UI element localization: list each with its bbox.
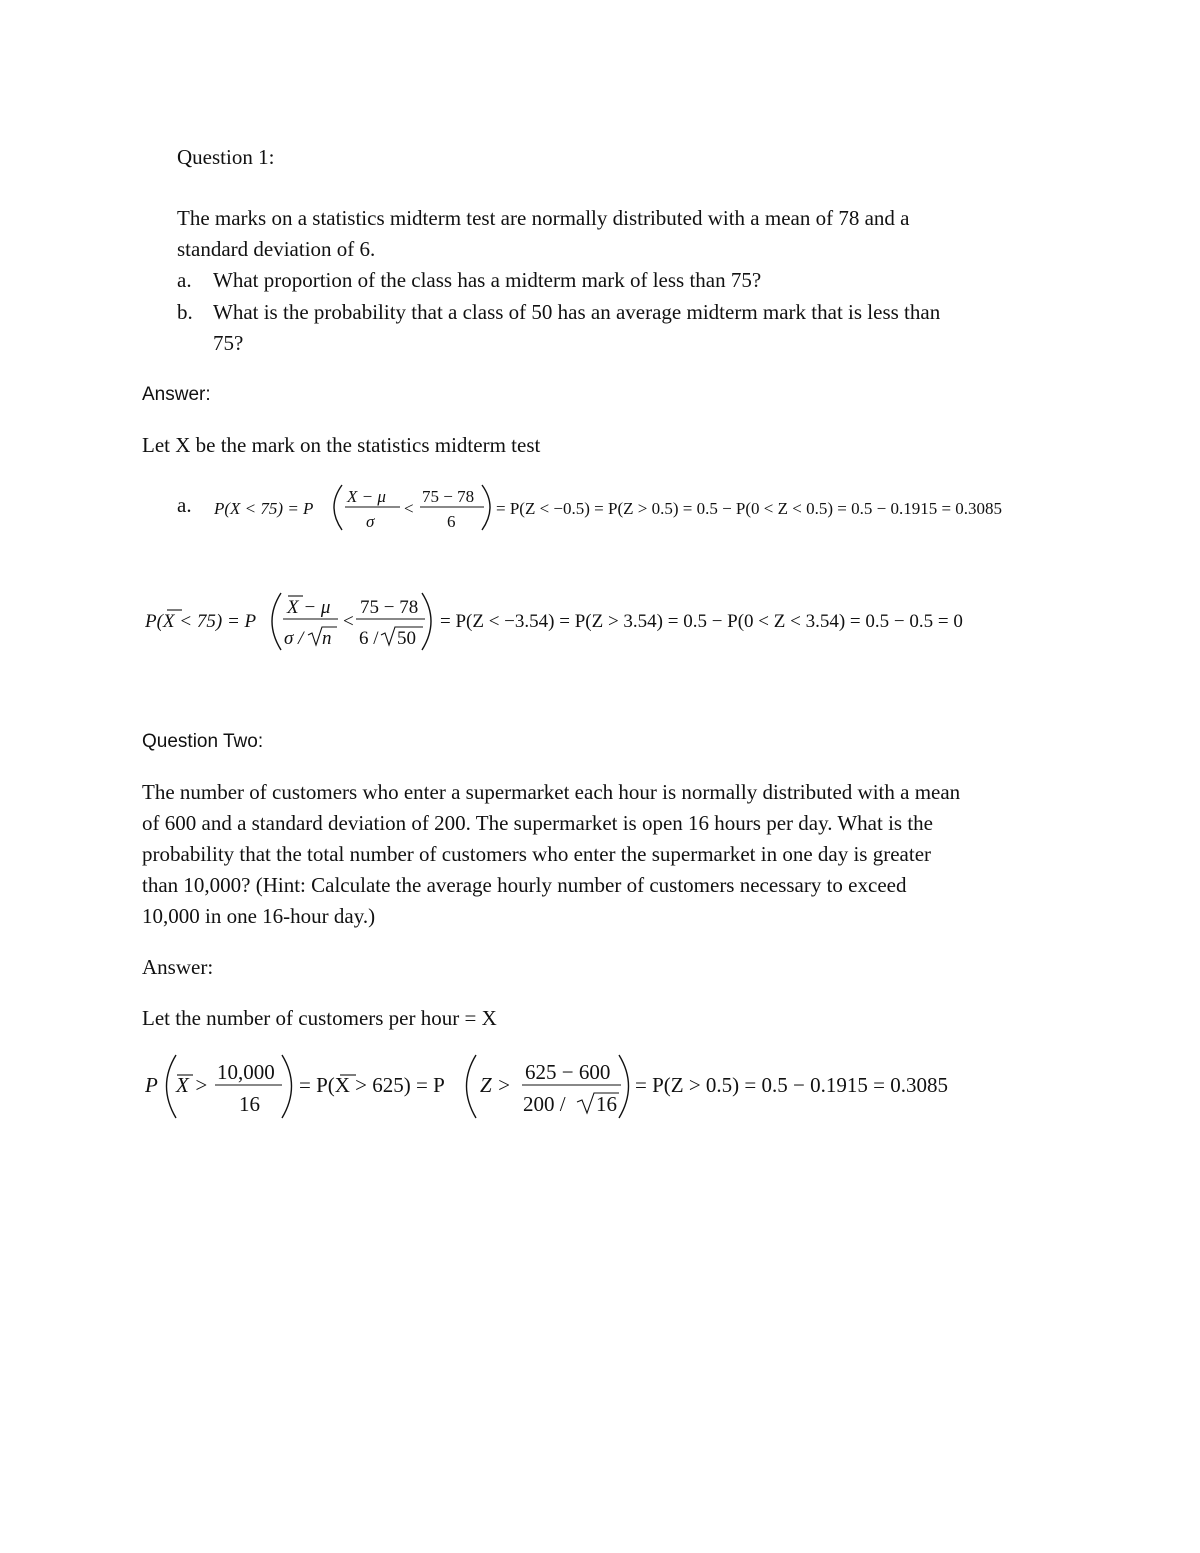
eq-a-rhs: = P(Z < −0.5) = P(Z > 0.5) = 0.5 − P(0 < Z < 0.5) = 0.5 − 0.1915 = 0.3085	[496, 499, 1003, 518]
question-2-prompt-line-3: probability that the total number of customers who enter the supermarket in one day is greater	[142, 842, 932, 866]
eq-b-frac1-den-a: σ /	[284, 628, 304, 649]
eq-q2-left-paren-2	[467, 1055, 477, 1118]
eq-b-frac1-num: X − μ	[287, 597, 331, 618]
eq-q2-frac2-den-a: 200 /	[523, 1092, 566, 1116]
equation-question-2	[145, 1050, 1045, 1130]
eq-b-frac1-den-b: n	[322, 628, 332, 649]
question-1-answer-label: Answer:	[142, 384, 211, 405]
eq-q2-mid: = P(X > 625) = P	[299, 1073, 445, 1097]
question-1-item-a: What proportion of the class has a midterm mark of less than 75?	[213, 268, 762, 292]
question-1-prompt-line-1: The marks on a statistics midterm test are normally distributed with a mean of 78 and a	[177, 206, 910, 230]
eq-a-frac1-num: X − μ	[347, 487, 386, 506]
question-2-prompt-line-4: than 10,000? (Hint: Calculate the average hourly number of customers necessary to exceed	[142, 873, 907, 897]
eq-q2-left-paren-1	[167, 1055, 177, 1118]
question-1-item-b-line-2: 75?	[213, 331, 244, 355]
eq-q2-frac2-num: 625 − 600	[525, 1060, 611, 1084]
eq-a-less-than: <	[404, 499, 414, 518]
eq-q2-p1: P	[145, 1073, 158, 1097]
eq-q2-frac2-den-b: 16	[596, 1092, 617, 1116]
question-1-item-b-line-1: What is the probability that a class of 50 has an average midterm mark that is less than	[213, 300, 941, 324]
equation-part-b	[145, 588, 1045, 663]
question-2-prompt-line-5: 10,000 in one 16-hour day.)	[142, 904, 376, 928]
question-1-heading: Question 1:	[177, 145, 275, 169]
eq-a-frac2-den: 6	[447, 512, 456, 531]
eq-q2-rhs: = P(Z > 0.5) = 0.5 − 0.1915 = 0.3085	[635, 1073, 948, 1097]
eq-b-rhs: = P(Z < −3.54) = P(Z > 3.54) = 0.5 − P(0 < Z < 3.54) = 0.5 − 0.5 = 0	[440, 611, 963, 632]
question-2-prompt-line-1: The number of customers who enter a supermarket each hour is normally distributed with a mean	[142, 780, 961, 804]
list-marker-b: b.	[177, 300, 193, 324]
eq-b-less-than: <	[343, 611, 354, 632]
eq-q2-xbar-gt: X >	[176, 1073, 209, 1097]
question-2-let-statement: Let the number of customers per hour = X	[142, 1006, 497, 1030]
eq-q2-z-gt: Z >	[480, 1073, 512, 1097]
eq-b-frac2-num: 75 − 78	[360, 597, 419, 618]
eq-q2-frac1-den: 16	[239, 1092, 260, 1116]
eq-a-lhs: P(X < 75) = P	[214, 499, 314, 518]
eq-b-left-paren	[272, 593, 281, 650]
eq-q2-right-paren-1	[282, 1055, 292, 1118]
eq-b-right-paren	[422, 593, 431, 650]
eq-b-lhs: P(X < 75) = P	[145, 611, 257, 632]
list-marker-a: a.	[177, 268, 192, 292]
question-2-answer-label: Answer:	[142, 955, 214, 979]
eq-b-frac2-den-a: 6 /	[359, 628, 379, 649]
eq-a-left-paren	[334, 485, 342, 530]
equation-part-a	[214, 478, 1114, 543]
eq-a-frac2-num: 75 − 78	[422, 487, 475, 506]
eq-q2-right-paren-2	[619, 1055, 629, 1118]
question-1-let-statement: Let X be the mark on the statistics midterm test	[142, 433, 541, 457]
answer-part-a-marker: a.	[177, 493, 192, 517]
eq-b-frac2-den-b: 50	[397, 628, 416, 649]
question-2-prompt-line-2: of 600 and a standard deviation of 200. The supermarket is open 16 hours per day. What is the	[142, 811, 933, 835]
question-2-heading: Question Two:	[142, 731, 264, 752]
eq-a-frac1-den: σ	[366, 512, 375, 531]
question-1-prompt-line-2: standard deviation of 6.	[177, 237, 376, 261]
eq-q2-frac1-num: 10,000	[217, 1060, 275, 1084]
